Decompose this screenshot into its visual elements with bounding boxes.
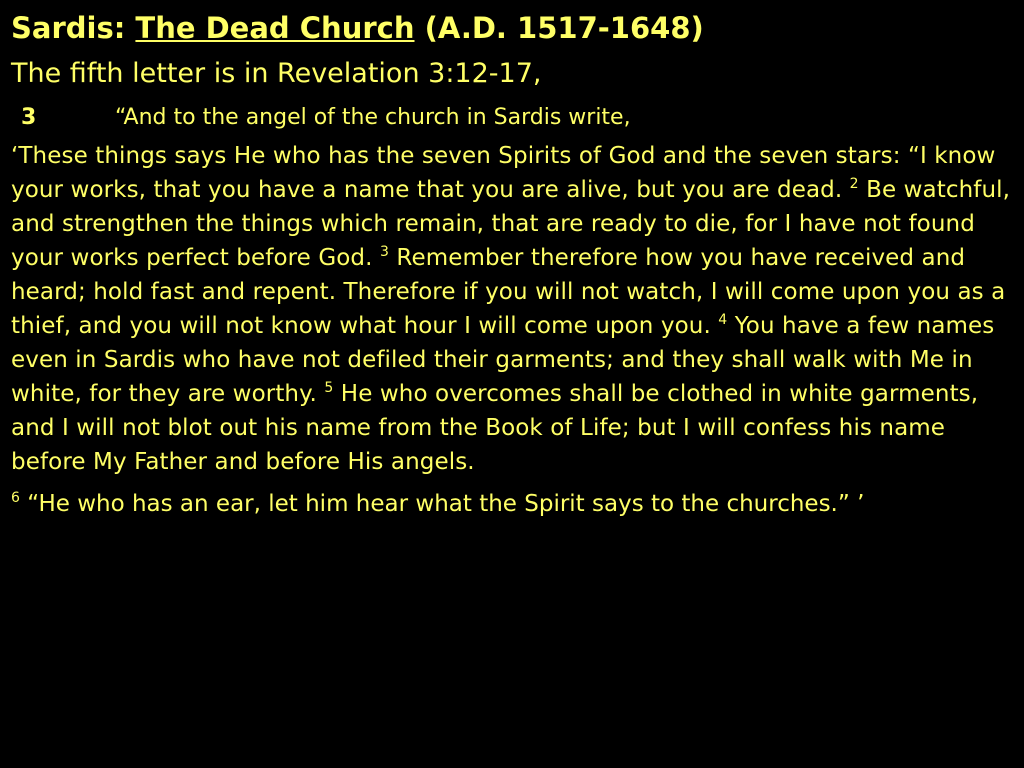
verse-heading xyxy=(11,103,1016,133)
passage-paragraph xyxy=(11,139,1016,479)
slide-title xyxy=(11,6,1016,50)
title-underlined: The Dead Church xyxy=(135,11,415,45)
passage-text: He who overcomes shall be clothed in white garments, and I will not blot out his name from the Book of Life; but I will confess his name before My Father and before His angels. xyxy=(11,381,979,475)
passage-text: Be watchful, and strengthen the things which remain, that are ready to die, for I have not found your works perfect before God. xyxy=(11,177,1011,271)
passage-text: Remember therefore how you have received and heard; hold fast and repent. Therefore if you will not watch, I will come upon you as a thief, and you will not know what hour I will come upon you. xyxy=(11,245,1006,339)
verse-number: 3 xyxy=(379,244,389,260)
closing-paragraph xyxy=(11,487,1016,521)
passage-text: You have a few names even in Sardis who have not defiled their garments; and they shall walk with Me in white, for they are worthy. xyxy=(11,313,995,407)
passage-text: ‘These things says He who has the seven Spirits of God and the seven stars: “I know your works, that you have a name that you are alive, but you are dead. xyxy=(11,143,996,203)
verse-number: 2 xyxy=(849,176,859,192)
verse-number: 5 xyxy=(324,380,334,396)
title-prefix: Sardis: xyxy=(11,11,136,45)
verse-number: 4 xyxy=(718,312,728,328)
closing-text: “He who has an ear, let him hear what the Spirit says to the churches.” ’ xyxy=(19,491,865,517)
intro-line: The fifth letter is in Revelation 3:12-17, xyxy=(11,58,542,89)
verse-heading-text: “And to the angel of the church in Sardis write, xyxy=(115,105,631,130)
title-suffix: (A.D. 1517-1648) xyxy=(414,11,704,45)
slide xyxy=(11,6,1016,521)
verse-number: 6 xyxy=(11,490,20,506)
verse-heading-number: 3 xyxy=(21,105,37,130)
